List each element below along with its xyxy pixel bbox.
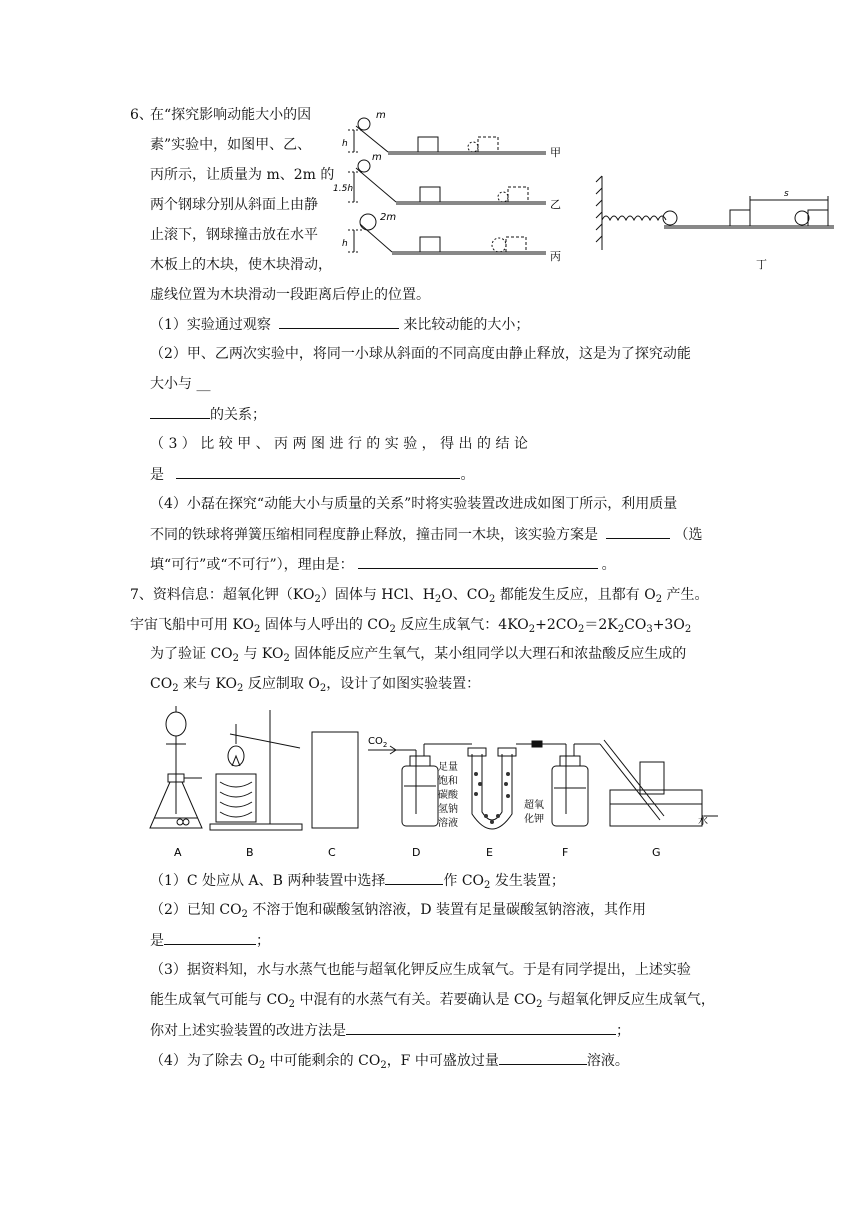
apparatus-label-c: C [328, 846, 336, 859]
q7-part4-blank[interactable] [499, 1050, 587, 1065]
q6-intro-line-1: 在“探究影响动能大小的因 [150, 107, 312, 123]
q6-intro-line-5: 止滚下，钢球撞击放在水平 [150, 227, 318, 243]
q6-intro-line-7: 虚线位置为木块滑动一段距离后停止的位置。 [150, 287, 430, 303]
apparatus-label-e: E [486, 846, 493, 859]
q6-part4-cont: 不同的铁球将弹簧压缩相同程度静止释放，撞击同一木块，该实验方案是 （选 [150, 524, 702, 545]
water-label: 水 [698, 816, 708, 827]
q6-part4-blank-2[interactable] [358, 554, 598, 569]
q6-part2-end: 的关系； [150, 404, 266, 425]
q6-part2-blank[interactable] [150, 404, 210, 419]
q7-part2-blank[interactable] [164, 930, 256, 945]
q6-part3-cont: 是 。 [150, 464, 474, 485]
q6-intro-line-3: 丙所示，让质量为 m、2m 的 [150, 167, 335, 183]
height-label-bing: h [342, 239, 348, 249]
apparatus-label-g: G [652, 846, 661, 859]
q7-part3-blank[interactable] [346, 1020, 616, 1035]
d-label-line-1: 足量 [438, 762, 458, 773]
e-label-line-2: 化钾 [524, 814, 544, 825]
mass-label-bing: 2m [380, 212, 397, 223]
apparatus-label-b: B [246, 846, 254, 859]
q6-part2: （2）甲、乙两次实验中，将同一小球从斜面的不同高度由静止释放，这是为了探究动能 [150, 346, 691, 362]
q7-part3: （3）据资料知，水与水蒸气也能与超氧化钾反应生成氧气。于是有同学提出，上述实验 [150, 962, 691, 978]
q6-intro-line-2: 素”实验中，如图甲、乙、 [150, 137, 312, 153]
figure-label-bing: 丙 [550, 250, 561, 263]
apparatus-label-f: F [562, 846, 569, 859]
figure-label-jia: 甲 [550, 146, 561, 159]
distance-label: s [784, 189, 789, 199]
spring-figure [594, 172, 844, 272]
q6-intro-line-4: 两个钢球分别从斜面上由静 [150, 197, 318, 213]
q6-part1-blank[interactable] [279, 314, 399, 329]
d-label-line-2: 饱和 [438, 776, 458, 787]
q6-part2-cont: 大小与 __ [150, 376, 211, 392]
q6-intro-line-6: 木板上的木块，使木块滑动， [150, 257, 332, 273]
q7-part2-end: 是 ； [150, 930, 270, 951]
q6-part4: （4）小磊在探究“动能大小与质量的关系”时将实验装置改进成如图丁所示，利用质量 [150, 496, 678, 512]
apparatus-label-d: D [412, 846, 421, 859]
mass-label-jia: m [376, 110, 386, 121]
q6-number: 6、 [130, 107, 153, 123]
d-label-line-5: 溶液 [438, 818, 458, 829]
q7-verify-line-2: $CO_2$ 来与 $KO_2$ 反应制取 $O_2$，设计了如图实验装置： [150, 676, 481, 694]
d-label-line-4: 氢钠 [438, 804, 458, 815]
q6-part4-end: 填“可行”或“不可行”），理由是： 。 [150, 554, 616, 575]
apparatus-label-a: A [174, 846, 182, 859]
d-label-line-3: 碳酸 [438, 790, 458, 801]
q6-part1: （1）实验通过观察 来比较动能的大小； [150, 314, 529, 335]
q6-part4-blank-1[interactable] [606, 524, 670, 539]
figure-label-ding: 丁 [756, 258, 767, 271]
co2-inlet-label: $CO_2$ [368, 736, 388, 749]
q7-info-line: 7、资料信息：超氧化钾$(KO_2)$固体与 HCl、$H_2O$、$CO_2$ 都能发生反应，且都有 $O_2$ 产生。 [130, 587, 709, 605]
q7-part2: （2）已知 $CO_2$ 不溶于饱和碳酸氢钠溶液，D 装置有足量碳酸氢钠溶液，其作用 [150, 902, 647, 920]
e-label-line-1: 超氧 [524, 800, 544, 811]
apparatus-figure [140, 704, 720, 864]
q7-part3-cont: 能生成氧气可能与 $CO_2$ 中混有的水蒸气有关。若要确认是 $CO_2$ 与超氧化钾反应生成氧气， [150, 992, 715, 1010]
mass-label-yi: m [372, 152, 382, 163]
q7-equation-line: 宇宙飞船中可用 $KO_2$ 固体与人呼出的 $CO_2$ 反应生成氧气：$4KO_2+2CO_2=2K_2CO_3+3O_2$ [130, 617, 692, 635]
q7-part4: （4）为了除去 $O_2$ 中可能剩余的 $CO_2$，F 中可盛放过量 溶液。 [150, 1050, 629, 1076]
q6-part3-blank[interactable] [176, 464, 460, 479]
height-label-yi: 1.5h [333, 184, 354, 194]
q7-verify-line-1: 为了验证 $CO_2$ 与 $KO_2$ 固体能反应产生氧气，某小组同学以大理石和浓盐酸反应生成的 [150, 646, 687, 664]
q6-part3: （ 3 ） 比 较 甲 、 丙 两 图 进 行 的 实 验 ， 得 出 的 结 论 [150, 436, 528, 452]
height-label-jia: h [342, 139, 348, 149]
q7-part1-blank[interactable] [385, 870, 443, 885]
figure-label-yi: 乙 [550, 198, 561, 211]
q7-part3-end: 你对上述实验装置的改进方法是 ； [150, 1020, 630, 1041]
q7-part1: （1）C 处应从 A、B 两种装置中选择 作 $CO_2$ 发生装置； [150, 870, 565, 896]
incline-figures [333, 108, 566, 270]
